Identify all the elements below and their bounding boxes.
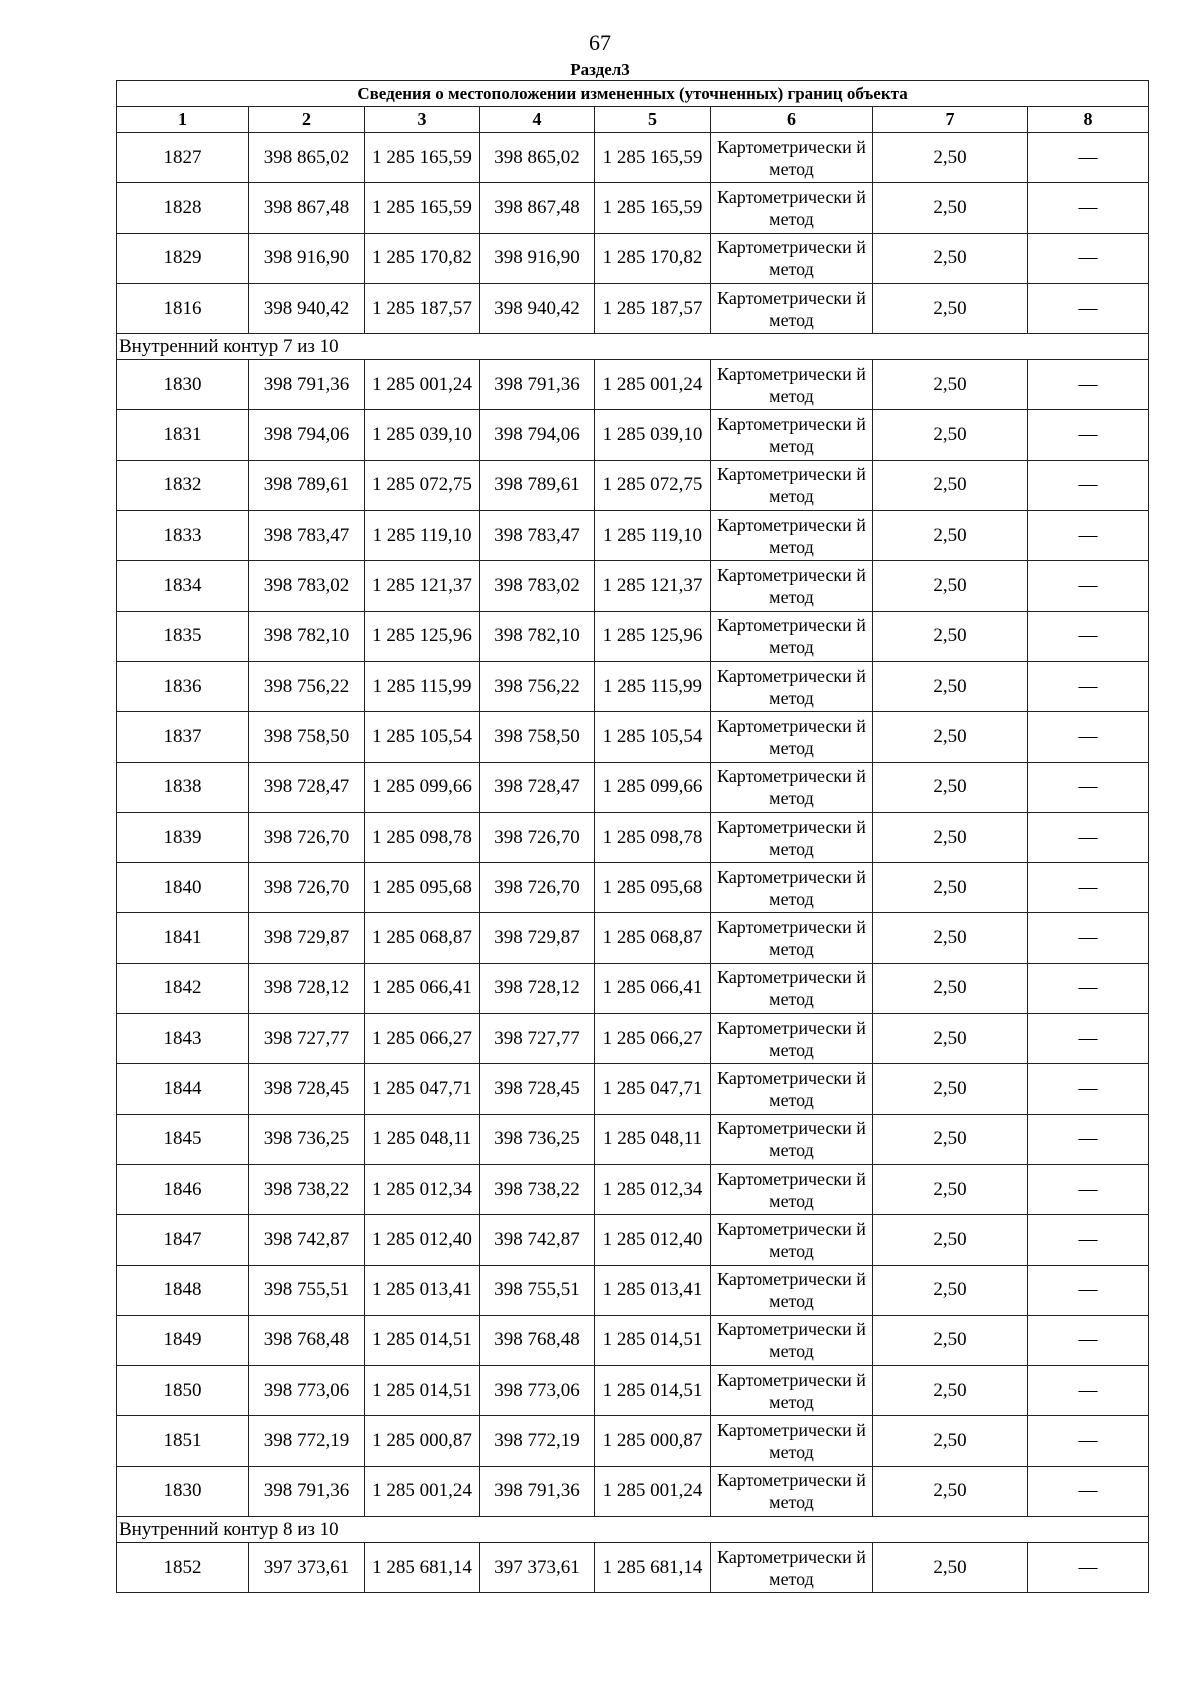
y-coordinate-new-cell: 1 285 014,51 <box>595 1315 711 1365</box>
x-coordinate-old-cell: 398 742,87 <box>249 1215 365 1265</box>
description-cell: — <box>1028 233 1149 283</box>
x-coordinate-new-cell: 398 726,70 <box>480 812 595 862</box>
point-number-cell: 1846 <box>117 1164 249 1214</box>
description-cell: — <box>1028 913 1149 963</box>
table-row <box>117 1543 1149 1593</box>
description-cell: — <box>1028 1114 1149 1164</box>
column-number-4: 4 <box>480 107 595 133</box>
x-coordinate-old-cell: 398 736,25 <box>249 1114 365 1164</box>
y-coordinate-old-cell: 1 285 072,75 <box>365 460 480 510</box>
y-coordinate-old-cell: 1 285 012,40 <box>365 1215 480 1265</box>
accuracy-cell: 2,50 <box>873 1366 1028 1416</box>
y-coordinate-old-cell: 1 285 047,71 <box>365 1064 480 1114</box>
y-coordinate-new-cell: 1 285 125,96 <box>595 611 711 661</box>
description-cell: — <box>1028 1543 1149 1593</box>
x-coordinate-old-cell: 398 794,06 <box>249 410 365 460</box>
y-coordinate-new-cell: 1 285 068,87 <box>595 913 711 963</box>
x-coordinate-old-cell: 398 728,47 <box>249 762 365 812</box>
y-coordinate-old-cell: 1 285 014,51 <box>365 1366 480 1416</box>
y-coordinate-old-cell: 1 285 170,82 <box>365 233 480 283</box>
x-coordinate-new-cell: 398 794,06 <box>480 410 595 460</box>
x-coordinate-old-cell: 398 940,42 <box>249 283 365 333</box>
y-coordinate-old-cell: 1 285 681,14 <box>365 1543 480 1593</box>
y-coordinate-old-cell: 1 285 165,59 <box>365 183 480 233</box>
x-coordinate-new-cell: 398 772,19 <box>480 1416 595 1466</box>
table-row <box>117 561 1149 611</box>
description-cell: — <box>1028 460 1149 510</box>
x-coordinate-old-cell: 398 738,22 <box>249 1164 365 1214</box>
y-coordinate-old-cell: 1 285 125,96 <box>365 611 480 661</box>
y-coordinate-new-cell: 1 285 039,10 <box>595 410 711 460</box>
table-row <box>117 183 1149 233</box>
point-number-cell: 1850 <box>117 1366 249 1416</box>
x-coordinate-old-cell: 398 791,36 <box>249 360 365 410</box>
y-coordinate-new-cell: 1 285 165,59 <box>595 133 711 183</box>
x-coordinate-new-cell: 398 768,48 <box>480 1315 595 1365</box>
method-cell: Картометрически й метод <box>711 661 873 711</box>
x-coordinate-new-cell: 398 791,36 <box>480 1466 595 1516</box>
point-number-cell: 1852 <box>117 1543 249 1593</box>
y-coordinate-old-cell: 1 285 001,24 <box>365 1466 480 1516</box>
accuracy-cell: 2,50 <box>873 1064 1028 1114</box>
x-coordinate-new-cell: 398 940,42 <box>480 283 595 333</box>
y-coordinate-old-cell: 1 285 115,99 <box>365 661 480 711</box>
x-coordinate-new-cell: 398 738,22 <box>480 1164 595 1214</box>
table-body <box>117 133 1149 1593</box>
method-cell: Картометрически й метод <box>711 1114 873 1164</box>
point-number-cell: 1830 <box>117 360 249 410</box>
x-coordinate-old-cell: 398 865,02 <box>249 133 365 183</box>
y-coordinate-old-cell: 1 285 068,87 <box>365 913 480 963</box>
page-number: 67 <box>589 30 611 55</box>
y-coordinate-new-cell: 1 285 072,75 <box>595 460 711 510</box>
point-number-cell: 1835 <box>117 611 249 661</box>
y-coordinate-new-cell: 1 285 001,24 <box>595 360 711 410</box>
description-cell: — <box>1028 963 1149 1013</box>
contour-row <box>117 334 1149 360</box>
y-coordinate-new-cell: 1 285 165,59 <box>595 183 711 233</box>
x-coordinate-old-cell: 398 729,87 <box>249 913 365 963</box>
description-cell: — <box>1028 661 1149 711</box>
x-coordinate-old-cell: 398 728,12 <box>249 963 365 1013</box>
point-number-cell: 1841 <box>117 913 249 963</box>
method-cell: Картометрически й метод <box>711 410 873 460</box>
accuracy-cell: 2,50 <box>873 460 1028 510</box>
y-coordinate-old-cell: 1 285 001,24 <box>365 360 480 410</box>
method-cell: Картометрически й метод <box>711 812 873 862</box>
point-number-cell: 1834 <box>117 561 249 611</box>
y-coordinate-new-cell: 1 285 012,34 <box>595 1164 711 1214</box>
column-number-row <box>117 107 1149 133</box>
description-cell: — <box>1028 762 1149 812</box>
y-coordinate-old-cell: 1 285 066,41 <box>365 963 480 1013</box>
table-row <box>117 611 1149 661</box>
method-cell: Картометрически й метод <box>711 913 873 963</box>
method-cell: Картометрически й метод <box>711 460 873 510</box>
description-cell: — <box>1028 133 1149 183</box>
x-coordinate-old-cell: 398 755,51 <box>249 1265 365 1315</box>
method-cell: Картометрически й метод <box>711 1265 873 1315</box>
y-coordinate-new-cell: 1 285 012,40 <box>595 1215 711 1265</box>
point-number-cell: 1847 <box>117 1215 249 1265</box>
x-coordinate-old-cell: 398 791,36 <box>249 1466 365 1516</box>
y-coordinate-old-cell: 1 285 105,54 <box>365 712 480 762</box>
description-cell: — <box>1028 283 1149 333</box>
method-cell: Картометрически й метод <box>711 360 873 410</box>
y-coordinate-new-cell: 1 285 013,41 <box>595 1265 711 1315</box>
contour-label: Внутренний контур 8 из 10 <box>117 1517 1149 1543</box>
table-row <box>117 460 1149 510</box>
column-number-7: 7 <box>873 107 1028 133</box>
x-coordinate-new-cell: 398 727,77 <box>480 1014 595 1064</box>
accuracy-cell: 2,50 <box>873 712 1028 762</box>
table-row <box>117 1265 1149 1315</box>
accuracy-cell: 2,50 <box>873 1114 1028 1164</box>
accuracy-cell: 2,50 <box>873 233 1028 283</box>
accuracy-cell: 2,50 <box>873 183 1028 233</box>
column-number-8: 8 <box>1028 107 1149 133</box>
column-number-2: 2 <box>249 107 365 133</box>
description-cell: — <box>1028 812 1149 862</box>
table-row <box>117 1366 1149 1416</box>
description-cell: — <box>1028 1215 1149 1265</box>
x-coordinate-new-cell: 398 865,02 <box>480 133 595 183</box>
point-number-cell: 1843 <box>117 1014 249 1064</box>
x-coordinate-old-cell: 398 789,61 <box>249 460 365 510</box>
x-coordinate-old-cell: 397 373,61 <box>249 1543 365 1593</box>
x-coordinate-new-cell: 398 867,48 <box>480 183 595 233</box>
x-coordinate-new-cell: 398 782,10 <box>480 611 595 661</box>
accuracy-cell: 2,50 <box>873 1315 1028 1365</box>
description-cell: — <box>1028 1466 1149 1516</box>
x-coordinate-new-cell: 398 758,50 <box>480 712 595 762</box>
x-coordinate-old-cell: 398 728,45 <box>249 1064 365 1114</box>
x-coordinate-old-cell: 398 867,48 <box>249 183 365 233</box>
table-row <box>117 133 1149 183</box>
x-coordinate-new-cell: 398 789,61 <box>480 460 595 510</box>
description-cell: — <box>1028 1416 1149 1466</box>
accuracy-cell: 2,50 <box>873 133 1028 183</box>
method-cell: Картометрически й метод <box>711 561 873 611</box>
table-row <box>117 283 1149 333</box>
description-cell: — <box>1028 183 1149 233</box>
y-coordinate-new-cell: 1 285 115,99 <box>595 661 711 711</box>
accuracy-cell: 2,50 <box>873 1215 1028 1265</box>
point-number-cell: 1832 <box>117 460 249 510</box>
y-coordinate-old-cell: 1 285 013,41 <box>365 1265 480 1315</box>
y-coordinate-old-cell: 1 285 099,66 <box>365 762 480 812</box>
y-coordinate-new-cell: 1 285 000,87 <box>595 1416 711 1466</box>
point-number-cell: 1829 <box>117 233 249 283</box>
x-coordinate-new-cell: 398 728,45 <box>480 1064 595 1114</box>
method-cell: Картометрически й метод <box>711 1215 873 1265</box>
x-coordinate-old-cell: 398 726,70 <box>249 812 365 862</box>
accuracy-cell: 2,50 <box>873 561 1028 611</box>
table-title: Сведения о местоположении измененных (уточненных) границ объекта <box>117 81 1149 107</box>
table-row <box>117 812 1149 862</box>
point-number-cell: 1827 <box>117 133 249 183</box>
y-coordinate-old-cell: 1 285 095,68 <box>365 863 480 913</box>
x-coordinate-old-cell: 398 773,06 <box>249 1366 365 1416</box>
method-cell: Картометрически й метод <box>711 1416 873 1466</box>
x-coordinate-old-cell: 398 772,19 <box>249 1416 365 1466</box>
y-coordinate-new-cell: 1 285 098,78 <box>595 812 711 862</box>
y-coordinate-old-cell: 1 285 014,51 <box>365 1315 480 1365</box>
x-coordinate-new-cell: 398 742,87 <box>480 1215 595 1265</box>
accuracy-cell: 2,50 <box>873 410 1028 460</box>
y-coordinate-old-cell: 1 285 012,34 <box>365 1164 480 1214</box>
x-coordinate-old-cell: 398 758,50 <box>249 712 365 762</box>
method-cell: Картометрически й метод <box>711 1366 873 1416</box>
x-coordinate-old-cell: 398 768,48 <box>249 1315 365 1365</box>
table-row <box>117 1416 1149 1466</box>
point-number-cell: 1839 <box>117 812 249 862</box>
method-cell: Картометрически й метод <box>711 1466 873 1516</box>
y-coordinate-old-cell: 1 285 121,37 <box>365 561 480 611</box>
point-number-cell: 1845 <box>117 1114 249 1164</box>
y-coordinate-new-cell: 1 285 095,68 <box>595 863 711 913</box>
x-coordinate-new-cell: 397 373,61 <box>480 1543 595 1593</box>
x-coordinate-old-cell: 398 782,10 <box>249 611 365 661</box>
x-coordinate-new-cell: 398 736,25 <box>480 1114 595 1164</box>
y-coordinate-new-cell: 1 285 681,14 <box>595 1543 711 1593</box>
table-row <box>117 1466 1149 1516</box>
description-cell: — <box>1028 1366 1149 1416</box>
y-coordinate-old-cell: 1 285 187,57 <box>365 283 480 333</box>
y-coordinate-new-cell: 1 285 105,54 <box>595 712 711 762</box>
description-cell: — <box>1028 410 1149 460</box>
accuracy-cell: 2,50 <box>873 1265 1028 1315</box>
accuracy-cell: 2,50 <box>873 963 1028 1013</box>
accuracy-cell: 2,50 <box>873 812 1028 862</box>
point-number-cell: 1836 <box>117 661 249 711</box>
contour-row <box>117 1517 1149 1543</box>
description-cell: — <box>1028 511 1149 561</box>
table-row <box>117 233 1149 283</box>
description-cell: — <box>1028 1315 1149 1365</box>
y-coordinate-new-cell: 1 285 187,57 <box>595 283 711 333</box>
point-number-cell: 1838 <box>117 762 249 812</box>
x-coordinate-new-cell: 398 728,47 <box>480 762 595 812</box>
y-coordinate-new-cell: 1 285 121,37 <box>595 561 711 611</box>
y-coordinate-new-cell: 1 285 066,27 <box>595 1014 711 1064</box>
accuracy-cell: 2,50 <box>873 661 1028 711</box>
point-number-cell: 1844 <box>117 1064 249 1114</box>
description-cell: — <box>1028 1164 1149 1214</box>
table-row <box>117 963 1149 1013</box>
y-coordinate-new-cell: 1 285 066,41 <box>595 963 711 1013</box>
table-row <box>117 863 1149 913</box>
x-coordinate-new-cell: 398 773,06 <box>480 1366 595 1416</box>
y-coordinate-new-cell: 1 285 047,71 <box>595 1064 711 1114</box>
x-coordinate-old-cell: 398 726,70 <box>249 863 365 913</box>
description-cell: — <box>1028 611 1149 661</box>
y-coordinate-new-cell: 1 285 170,82 <box>595 233 711 283</box>
accuracy-cell: 2,50 <box>873 1014 1028 1064</box>
point-number-cell: 1851 <box>117 1416 249 1466</box>
method-cell: Картометрически й метод <box>711 1014 873 1064</box>
point-number-cell: 1840 <box>117 863 249 913</box>
accuracy-cell: 2,50 <box>873 611 1028 661</box>
point-number-cell: 1816 <box>117 283 249 333</box>
point-number-cell: 1842 <box>117 963 249 1013</box>
x-coordinate-new-cell: 398 729,87 <box>480 913 595 963</box>
method-cell: Картометрически й метод <box>711 1543 873 1593</box>
table-row <box>117 1164 1149 1214</box>
method-cell: Картометрически й метод <box>711 283 873 333</box>
x-coordinate-old-cell: 398 783,02 <box>249 561 365 611</box>
column-number-1: 1 <box>117 107 249 133</box>
x-coordinate-new-cell: 398 756,22 <box>480 661 595 711</box>
x-coordinate-old-cell: 398 783,47 <box>249 511 365 561</box>
method-cell: Картометрически й метод <box>711 611 873 661</box>
accuracy-cell: 2,50 <box>873 360 1028 410</box>
method-cell: Картометрически й метод <box>711 1315 873 1365</box>
point-number-cell: 1848 <box>117 1265 249 1315</box>
table-row <box>117 913 1149 963</box>
method-cell: Картометрически й метод <box>711 183 873 233</box>
table-row <box>117 410 1149 460</box>
x-coordinate-new-cell: 398 791,36 <box>480 360 595 410</box>
y-coordinate-old-cell: 1 285 119,10 <box>365 511 480 561</box>
table-row <box>117 360 1149 410</box>
table-row <box>117 1315 1149 1365</box>
point-number-cell: 1828 <box>117 183 249 233</box>
contour-label: Внутренний контур 7 из 10 <box>117 334 1149 360</box>
y-coordinate-old-cell: 1 285 039,10 <box>365 410 480 460</box>
column-number-5: 5 <box>595 107 711 133</box>
table-row <box>117 712 1149 762</box>
y-coordinate-new-cell: 1 285 048,11 <box>595 1114 711 1164</box>
x-coordinate-new-cell: 398 783,02 <box>480 561 595 611</box>
y-coordinate-old-cell: 1 285 165,59 <box>365 133 480 183</box>
method-cell: Картометрически й метод <box>711 233 873 283</box>
y-coordinate-old-cell: 1 285 000,87 <box>365 1416 480 1466</box>
point-number-cell: 1849 <box>117 1315 249 1365</box>
y-coordinate-old-cell: 1 285 098,78 <box>365 812 480 862</box>
x-coordinate-new-cell: 398 755,51 <box>480 1265 595 1315</box>
coordinates-table <box>116 80 1149 1593</box>
accuracy-cell: 2,50 <box>873 863 1028 913</box>
column-number-6: 6 <box>711 107 873 133</box>
description-cell: — <box>1028 360 1149 410</box>
x-coordinate-new-cell: 398 916,90 <box>480 233 595 283</box>
accuracy-cell: 2,50 <box>873 913 1028 963</box>
description-cell: — <box>1028 712 1149 762</box>
description-cell: — <box>1028 561 1149 611</box>
point-number-cell: 1831 <box>117 410 249 460</box>
point-number-cell: 1837 <box>117 712 249 762</box>
table-row <box>117 511 1149 561</box>
section-label: Раздел3 <box>570 60 630 79</box>
table-row <box>117 661 1149 711</box>
x-coordinate-new-cell: 398 783,47 <box>480 511 595 561</box>
accuracy-cell: 2,50 <box>873 1164 1028 1214</box>
y-coordinate-new-cell: 1 285 099,66 <box>595 762 711 812</box>
table-row <box>117 1215 1149 1265</box>
table-row <box>117 1114 1149 1164</box>
accuracy-cell: 2,50 <box>873 511 1028 561</box>
table-row <box>117 1014 1149 1064</box>
x-coordinate-new-cell: 398 726,70 <box>480 863 595 913</box>
point-number-cell: 1830 <box>117 1466 249 1516</box>
method-cell: Картометрически й метод <box>711 712 873 762</box>
accuracy-cell: 2,50 <box>873 283 1028 333</box>
accuracy-cell: 2,50 <box>873 1466 1028 1516</box>
description-cell: — <box>1028 1064 1149 1114</box>
method-cell: Картометрически й метод <box>711 762 873 812</box>
method-cell: Картометрически й метод <box>711 863 873 913</box>
point-number-cell: 1833 <box>117 511 249 561</box>
y-coordinate-new-cell: 1 285 001,24 <box>595 1466 711 1516</box>
table-row <box>117 762 1149 812</box>
x-coordinate-old-cell: 398 916,90 <box>249 233 365 283</box>
column-number-3: 3 <box>365 107 480 133</box>
x-coordinate-old-cell: 398 727,77 <box>249 1014 365 1064</box>
y-coordinate-old-cell: 1 285 066,27 <box>365 1014 480 1064</box>
x-coordinate-new-cell: 398 728,12 <box>480 963 595 1013</box>
method-cell: Картометрически й метод <box>711 511 873 561</box>
y-coordinate-new-cell: 1 285 119,10 <box>595 511 711 561</box>
description-cell: — <box>1028 863 1149 913</box>
y-coordinate-old-cell: 1 285 048,11 <box>365 1114 480 1164</box>
description-cell: — <box>1028 1014 1149 1064</box>
description-cell: — <box>1028 1265 1149 1315</box>
accuracy-cell: 2,50 <box>873 1543 1028 1593</box>
method-cell: Картометрически й метод <box>711 963 873 1013</box>
accuracy-cell: 2,50 <box>873 1416 1028 1466</box>
method-cell: Картометрически й метод <box>711 133 873 183</box>
table-row <box>117 1064 1149 1114</box>
accuracy-cell: 2,50 <box>873 762 1028 812</box>
x-coordinate-old-cell: 398 756,22 <box>249 661 365 711</box>
y-coordinate-new-cell: 1 285 014,51 <box>595 1366 711 1416</box>
method-cell: Картометрически й метод <box>711 1064 873 1114</box>
method-cell: Картометрически й метод <box>711 1164 873 1214</box>
